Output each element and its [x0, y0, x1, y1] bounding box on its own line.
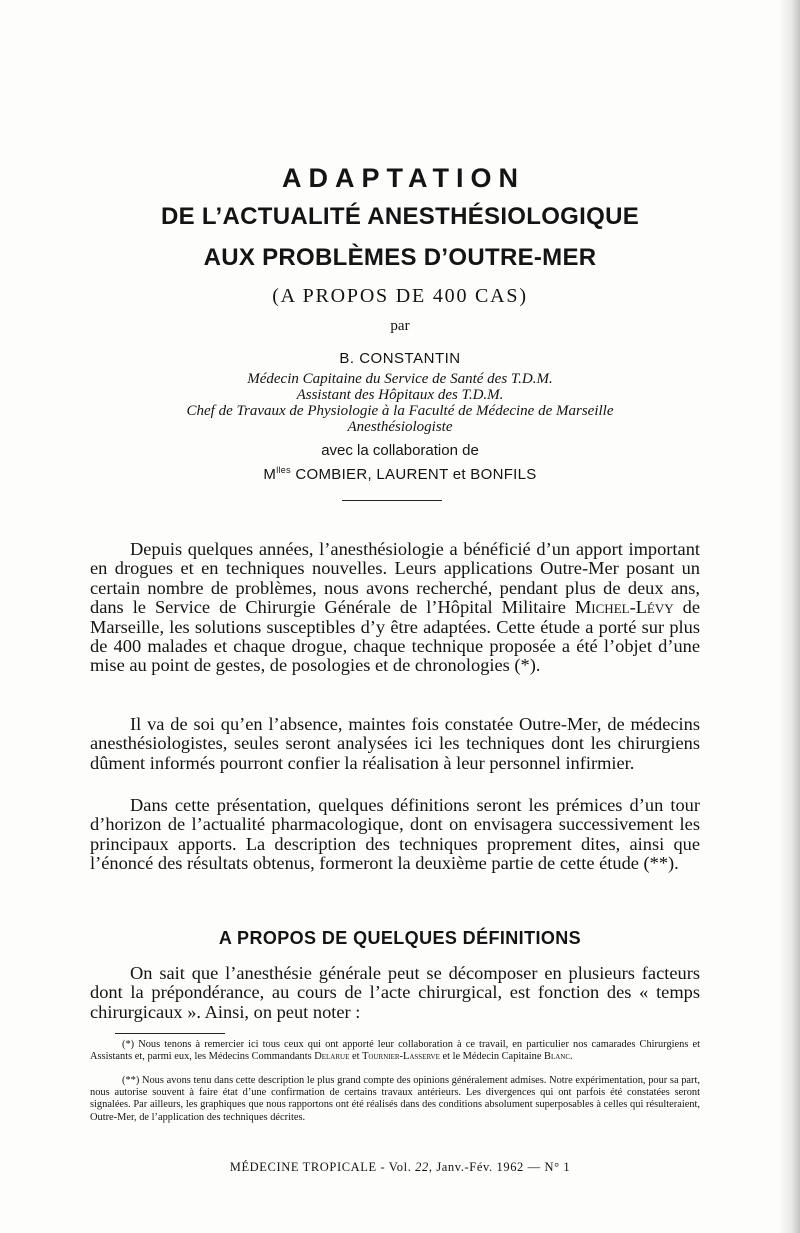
- paragraph-1: [90, 540, 700, 676]
- collaborators-line: [0, 465, 800, 483]
- paragraph-2: Il va de soi qu’en l’absence, maintes fois constatée Outre-Mer, de médecins anesthésiologistes, seules seront analysées ici les techniques dont les chirurgiens dûment informés pourront confier la réalisation à leur personnel infirmier.: [90, 714, 700, 773]
- by-line: par: [390, 318, 410, 334]
- section-heading: A PROPOS DE QUELQUES DÉFINITIONS: [218, 928, 582, 948]
- collaborators-names: COMBIER, LAURENT et BONFILS: [295, 466, 537, 483]
- paragraph-4: On sait que l’anesthésie générale peut se décomposer en plusieurs facteurs dont la prépondérance, au cours de l’acte chirurgical, est fonction des « temps chirurgicaux ». Ainsi, on peut noter :: [90, 963, 700, 1022]
- footnote-1-name-1: Delarue: [314, 1051, 350, 1063]
- footnote-1-name-3: Blanc: [544, 1051, 571, 1063]
- footer-sep: ,: [428, 1160, 437, 1174]
- title-line-1: ADAPTATION: [282, 163, 525, 193]
- paragraph-1-name: Michel-Lévy: [574, 597, 674, 618]
- collaboration-line: avec la collaboration de: [321, 442, 479, 459]
- affiliation-2: Assistant des Hôpitaux des T.D.M.: [296, 387, 504, 403]
- affiliation-1: Médecin Capitaine du Service de Santé des T.D.M.: [247, 371, 553, 387]
- footnote-1-text-d: .: [570, 1051, 573, 1063]
- title-line-3: AUX PROBLÈMES D’OUTRE-MER: [203, 244, 597, 271]
- separator-rule: [342, 500, 442, 501]
- footnote-2: (**) Nous avons tenu dans cette description le plus grand compte des opinions généralement admises. Notre expérimentation, pour sa part, nous autorise souvent à faire état d’une confirmation de certains travaux antérieurs. Les divergences qui ont parfois été constatées seront signalées. Par ailleurs, les graphiques que nous rapportons ont été réalisés dans des conditions absolument superposables à celles qui résulteraient, Outre-Mer, de l’application des techniques décrites.: [90, 1075, 700, 1123]
- author-name: B. CONSTANTIN: [339, 350, 461, 367]
- collaborators-prefix-sup: lles: [276, 465, 291, 475]
- footnote-1-text-a: (*) Nous tenons à remercier ici tous ceux qui ont apporté leur collaboration à ce travail, en particulier nos camarades Chirurgiens et Assistants et, parmi eux, les Médecins Commandants: [90, 1039, 700, 1063]
- paragraph-3: Dans cette présentation, quelques définitions seront les prémices d’un tour d’horizon de l’actualité pharmacologique, dont on envisagera successivement les principaux apports. La description des techniques proprement dites, ainsi que l’énoncé des résultats obtenus, formeront la deuxième partie de cette étude (**).: [90, 795, 700, 874]
- footer-volume: 22: [415, 1160, 429, 1174]
- affiliation-4: Anesthésiologiste: [347, 419, 453, 435]
- footer-date: Janv.-Fév. 1962: [436, 1160, 524, 1174]
- paragraph-1-text-b: de Marseille, les solutions susceptibles d’y être adaptées. Cette étude a porté sur plus de 400 malades et chaque drogue, chaque technique proposée a été l’objet d’une mise au point de gestes, de posologies et de chronologies (*).: [90, 597, 700, 676]
- footnote-rule: [115, 1033, 225, 1034]
- journal-footer: [0, 1160, 800, 1175]
- footer-journal: MÉDECINE TROPICALE: [229, 1160, 377, 1174]
- footnote-1: [90, 1039, 700, 1063]
- subtitle: (A PROPOS DE 400 CAS): [272, 285, 528, 307]
- footnote-1-text-b: et: [349, 1051, 363, 1063]
- paragraph-1-text-a: Depuis quelques années, l’anesthésiologie a bénéficié d’un apport important en drogues et en techniques nouvelles. Leurs applications Outre-Mer posant un certain nombre de problèmes, nous avons recherché, pendant plus de deux ans, dans le Service de Chirurgie Générale de l’Hôpital Militaire: [90, 539, 700, 618]
- footnote-1-text-c: et le Médecin Capitaine: [439, 1051, 545, 1063]
- footer-number: — N° 1: [523, 1160, 571, 1174]
- affiliation-3: Chef de Travaux de Physiologie à la Faculté de Médecine de Marseille: [186, 403, 614, 419]
- collaborators-prefix: M: [263, 466, 277, 483]
- footer-vol-prefix: - Vol.: [376, 1160, 416, 1174]
- footnote-1-name-2: Tournier-Lasserve: [362, 1051, 440, 1063]
- scan-edge-shadow: [778, 0, 800, 1233]
- title-line-2: DE L’ACTUALITÉ ANESTHÉSIOLOGIQUE: [160, 203, 640, 230]
